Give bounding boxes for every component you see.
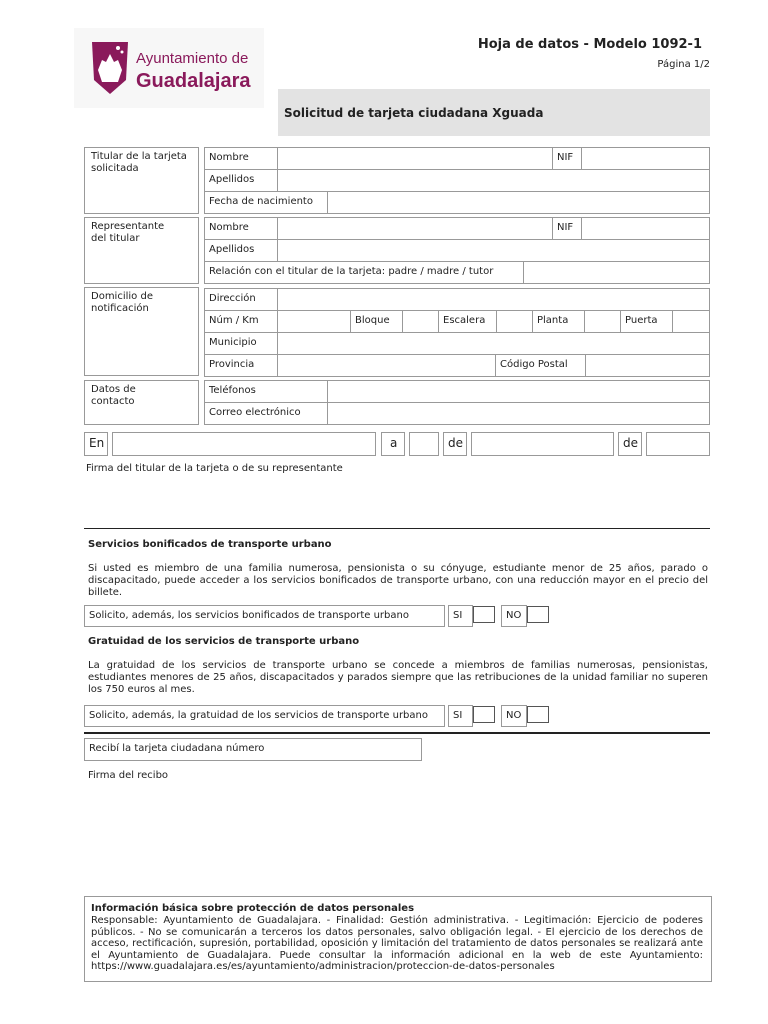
fecha-dia-input[interactable]: [409, 432, 439, 456]
city-crest-icon: [88, 40, 132, 96]
titular-nombre-input[interactable]: [277, 147, 553, 170]
domicilio-bloque-input[interactable]: [402, 310, 439, 333]
bonificados-no-checkbox[interactable]: [527, 606, 549, 623]
representante-relacion-input[interactable]: [523, 261, 710, 284]
gratuidad-solicito: Solicito, además, la gratuidad de los servicios de transporte urbano: [84, 705, 445, 727]
titular-nif-label: NIF: [552, 147, 582, 170]
proteccion-text: Responsable: Ayuntamiento de Guadalajara. - Finalidad: Gestión administrativa. - Legitimación: Ejercicio de poderes públicos. - No se comunicarán a terceros los datos personales, salvo obligación legal. - El ejercicio de los derechos de acceso, rectificación, supresión, portabilidad, oposición y limitación del tratamiento de datos personales se realizará ante el Ayuntamiento de Guadalajara. Puede consultar la información adicional en la web de este Ayuntamiento: https://www.guadalajara.es/es/ayuntamiento/administracion/proteccion-de-datos-personales: [91, 915, 703, 972]
domicilio-provincia-input[interactable]: [277, 354, 496, 377]
titular-nif-input[interactable]: [581, 147, 710, 170]
form-title-bar: [278, 89, 710, 136]
document-title: Hoja de datos - Modelo 1092-1: [477, 37, 702, 52]
representante-section-label: Representante del titular: [84, 217, 199, 284]
gratuidad-text: La gratuidad de los servicios de transporte urbano se concede a miembros de familias numerosas, pensionistas, estudiantes menores de 25 años, discapacitados y parados siempre que las retribuciones de la unidad familiar no superen los 750 euros al mes.: [88, 660, 708, 695]
recibo-label: Recibí la tarjeta ciudadana número: [84, 738, 282, 761]
divider: [84, 732, 710, 734]
contacto-telefonos-input[interactable]: [327, 380, 710, 403]
proteccion-heading: Información básica sobre protección de datos personales: [91, 903, 415, 914]
representante-nif-label: NIF: [552, 217, 582, 240]
divider: [84, 528, 710, 529]
domicilio-municipio-label: Municipio: [204, 332, 278, 355]
bonificados-text: Si usted es miembro de una familia numerosa, pensionista o su cónyuge, estudiante menor de 25 años, parado o discapacitado, puede acceder a los servicios bonificados de transporte urbano, con una reducción mayor en el precio del billete.: [88, 563, 708, 598]
representante-apellidos-label: Apellidos: [204, 239, 278, 262]
representante-apellidos-input[interactable]: [277, 239, 710, 262]
bonificados-solicito: Solicito, además, los servicios bonificados de transporte urbano: [84, 605, 445, 627]
domicilio-section-label: Domicilio de notificación: [84, 287, 199, 376]
titular-apellidos-input[interactable]: [277, 169, 710, 192]
domicilio-planta-label: Planta: [532, 310, 585, 333]
domicilio-provincia-label: Provincia: [204, 354, 278, 377]
domicilio-cp-input[interactable]: [585, 354, 710, 377]
fecha-a-label: a: [381, 432, 405, 456]
contacto-telefonos-label: Teléfonos: [204, 380, 328, 403]
contacto-section-label: Datos de contacto: [84, 380, 199, 425]
domicilio-direccion-label: Dirección: [204, 288, 278, 311]
representante-nombre-input[interactable]: [277, 217, 553, 240]
fecha-de1-label: de: [443, 432, 467, 456]
fecha-anio-input[interactable]: [646, 432, 710, 456]
representante-nif-input[interactable]: [581, 217, 710, 240]
gratuidad-si-label: SI: [448, 705, 473, 727]
titular-apellidos-label: Apellidos: [204, 169, 278, 192]
page-number: Página 1/2: [657, 59, 710, 70]
domicilio-planta-input[interactable]: [584, 310, 621, 333]
domicilio-escalera-input[interactable]: [496, 310, 533, 333]
logo: [74, 28, 264, 108]
logo-line2: Guadalajara: [136, 70, 251, 92]
form-title: Solicitud de tarjeta ciudadana Xguada: [284, 106, 544, 120]
titular-nombre-label: Nombre: [204, 147, 278, 170]
proteccion-datos-box: [84, 896, 712, 982]
fecha-mes-input[interactable]: [471, 432, 614, 456]
gratuidad-no-label: NO: [501, 705, 527, 727]
domicilio-municipio-input[interactable]: [277, 332, 710, 355]
fecha-de2-label: de: [618, 432, 642, 456]
domicilio-num-label: Núm / Km: [204, 310, 278, 333]
gratuidad-heading: Gratuidad de los servicios de transporte urbano: [88, 636, 360, 647]
bonificados-no-label: NO: [501, 605, 527, 627]
fecha-en-label: En: [84, 432, 108, 456]
titular-fecha-label: Fecha de nacimiento: [204, 191, 328, 214]
representante-relacion-label: Relación con el titular de la tarjeta: padre / madre / tutor: [204, 261, 524, 284]
contacto-correo-label: Correo electrónico: [204, 402, 328, 425]
firma-titular-label: Firma del titular de la tarjeta o de su representante: [86, 463, 343, 474]
domicilio-num-input[interactable]: [277, 310, 351, 333]
domicilio-direccion-input[interactable]: [277, 288, 710, 311]
titular-section-label: Titular de la tarjeta solicitada: [84, 147, 199, 214]
bonificados-heading: Servicios bonificados de transporte urbano: [88, 539, 332, 550]
bonificados-si-checkbox[interactable]: [473, 606, 495, 623]
fecha-lugar-input[interactable]: [112, 432, 376, 456]
firma-recibo-label: Firma del recibo: [88, 770, 169, 781]
contacto-correo-input[interactable]: [327, 402, 710, 425]
gratuidad-no-checkbox[interactable]: [527, 706, 549, 723]
bonificados-si-label: SI: [448, 605, 473, 627]
domicilio-bloque-label: Bloque: [350, 310, 403, 333]
gratuidad-si-checkbox[interactable]: [473, 706, 495, 723]
representante-nombre-label: Nombre: [204, 217, 278, 240]
domicilio-cp-label: Código Postal: [495, 354, 586, 377]
domicilio-puerta-input[interactable]: [672, 310, 710, 333]
domicilio-escalera-label: Escalera: [438, 310, 497, 333]
recibo-numero-input[interactable]: [281, 738, 422, 761]
domicilio-puerta-label: Puerta: [620, 310, 673, 333]
titular-fecha-input[interactable]: [327, 191, 710, 214]
logo-line1: Ayuntamiento de: [136, 50, 249, 67]
